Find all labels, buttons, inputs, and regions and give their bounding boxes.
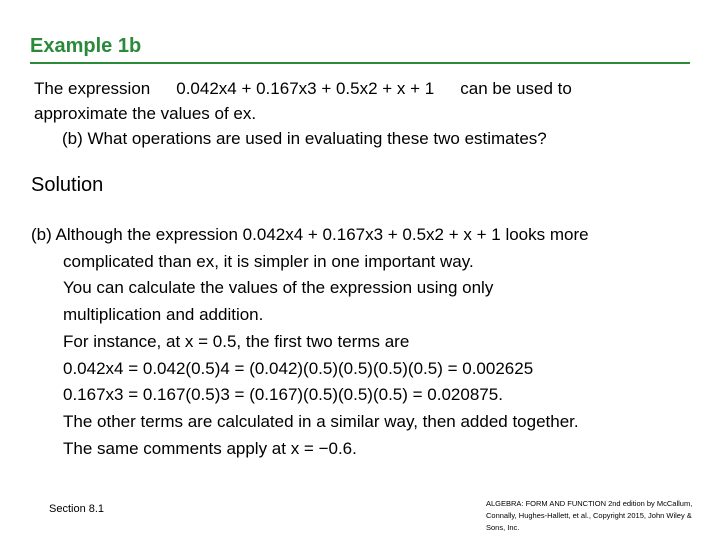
solution-line: For instance, at x = 0.5, the first two terms are: [63, 331, 410, 351]
problem-line-2: approximate the values of ex.: [34, 104, 257, 123]
solution-line: The other terms are calculated in a similar way, then added together.: [63, 411, 579, 431]
solution-line: (b) Although the expression 0.042x4 + 0.167x3 + 0.5x2 + x + 1 looks more: [31, 225, 589, 244]
solution-line: complicated than ex, it is simpler in one important way.: [63, 251, 474, 271]
solution-line: 0.042x4 = 0.042(0.5)4 = (0.042)(0.5)(0.5)(0.5)(0.5) = 0.002625: [63, 358, 534, 378]
problem-line-1: [34, 76, 694, 101]
solution-line: You can calculate the values of the expression using only: [63, 278, 494, 298]
solution-line: The same comments apply at x = −0.6.: [63, 438, 357, 458]
footer-citation: ALGEBRA: FORM AND FUNCTION 2nd edition by McCallum, Connally, Hughes-Hallett, et al., Copyright 2015, John Wiley & Sons, Inc.: [486, 499, 693, 532]
solution-body: [31, 222, 701, 462]
solution-heading: Solution: [31, 174, 104, 196]
solution-line: multiplication and addition.: [63, 305, 264, 325]
problem-expression: 0.042x4 + 0.167x3 + 0.5x2 + x + 1: [176, 79, 435, 98]
problem-intro-text: The expression: [34, 79, 151, 98]
footer-section-label: Section 8.1: [49, 503, 105, 515]
slide-title: Example 1b: [30, 35, 142, 57]
problem-statement: [34, 76, 694, 151]
problem-continuation-text: can be used to: [460, 79, 572, 98]
problem-question: (b) What operations are used in evaluating these two estimates?: [62, 129, 547, 148]
title-divider: [30, 62, 690, 64]
solution-line: 0.167x3 = 0.167(0.5)3 = (0.167)(0.5)(0.5)(0.5) = 0.020875.: [63, 385, 503, 405]
